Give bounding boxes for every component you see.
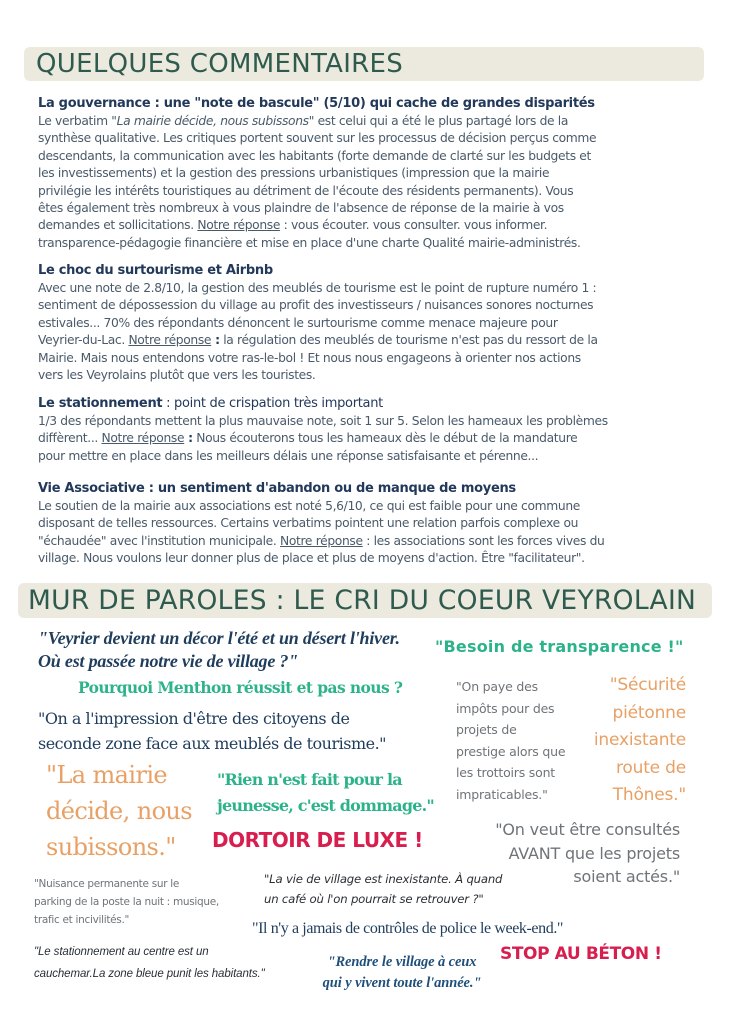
- quote-jeunesse: "Rien n'est fait pour la jeunesse, c'est dommage.": [217, 770, 434, 815]
- notre-reponse-label: Notre réponse: [197, 218, 281, 233]
- quote-rendre-le-village: "Rendre le village à ceux qui y vivent toute l'année.": [322, 954, 482, 991]
- quote-securite-pietonne: "Sécurité piétonne inexistante route de Thônes.": [593, 675, 686, 805]
- body-line: diffèrent... Notre réponse : Nous écouterons tous les hameaux dès le début de la mandature: [38, 431, 578, 446]
- quote-consultes: "On veut être consultés AVANT que les projets soient actés.": [495, 820, 680, 886]
- quote-transparence: "Besoin de transparence !": [435, 637, 684, 656]
- comment-block-vie-associative: [38, 480, 708, 568]
- body-line: Mairie. Mais nous entendons votre ras-le-bol ! Et nous nous engageons à orienter nos actions: [38, 350, 581, 365]
- quote-mairie-decide: "La mairie décide, nous subissons.": [46, 761, 192, 861]
- comment-block-gouvernance: [38, 95, 708, 252]
- body-line: demandes et sollicitations. Notre réponse : vous écouter. vous consulter. vous informer.: [38, 218, 548, 233]
- quote-nuisance-parking: "Nuisance permanente sur le parking de la poste la nuit : musique, trafic et incivilités.": [34, 878, 219, 926]
- body-line: Avec une note de 2.8/10, la gestion des meublés de tourisme est le point de rupture numéro 1 :: [38, 281, 597, 295]
- body-line: Le verbatim "La mairie décide, nous subissons" est celui qui a été le plus partagé lors de la: [38, 114, 569, 128]
- body-line: sentiment de dépossession du village au profit des investisseurs / nuisances sonores nocturnes: [38, 298, 594, 313]
- notre-reponse-label: Notre réponse: [128, 333, 212, 348]
- body-line: Le soutien de la mairie aux associations est noté 5,6/10, ce qui est faible pour une commune: [38, 499, 580, 513]
- body-line: pour mettre en place dans les meilleurs délais une réponse satisfaisante et pérenne...: [38, 448, 539, 463]
- body-line: synthèse qualitative. Les critiques portent souvent sur les processus de décision perçus comme: [38, 131, 597, 146]
- body-line: transparence-pédagogie financière et mise en place d'une charte Qualité mairie-administrés.: [38, 235, 581, 250]
- body-line: êtes également très nombreux à vous plaindre de l'absence de réponse de la mairie à vos: [38, 201, 564, 216]
- comment-block-stationnement: [38, 395, 708, 465]
- block-heading: Le stationnement : point de crispation très important: [38, 396, 383, 411]
- quote-impots: "On paye des impôts pour des projets de prestige alors que les trottoirs sont impraticables.": [456, 679, 566, 802]
- quote-menthon: Pourquoi Menthon réussit et pas nous ?: [78, 678, 403, 697]
- body-line: les investissements) et la gestion des pressions urbanistiques (impression que la mairie: [38, 166, 550, 181]
- quote-controles-police: "Il n'y a jamais de contrôles de police le week-end.": [252, 920, 564, 937]
- quote-citoyens-seconde-zone: "On a l'impression d'être des citoyens de seconde zone face aux meublés de tourisme.": [38, 709, 387, 753]
- body-line: village. Nous voulons leur donner plus de place et plus de moyens d'action. Être "facilitateur".: [38, 551, 585, 566]
- body-line: descendants, la communication avec les habitants (forte demande de clarté sur les budgets et: [38, 148, 591, 163]
- body-line: Veyrier-du-Lac. Notre réponse : la régulation des meublés de tourisme n'est pas du ressort de la: [38, 333, 598, 348]
- section-title: QUELQUES COMMENTAIRES: [36, 49, 404, 79]
- body-line: "échaudée" avec l'institution municipale. Notre réponse : les associations sont les forces vives du: [38, 533, 605, 548]
- comment-block-surtourisme: [38, 262, 708, 384]
- body-line: privilégie les intérêts touristiques au détriment de l'écoute des résidents permanents). Vous: [38, 183, 574, 198]
- notre-reponse-label: Notre réponse: [280, 533, 363, 548]
- quote-stationnement-centre: "Le stationnement au centre est un cauchemar.La zone bleue punit les habitants.": [34, 946, 265, 980]
- body-line: 1/3 des répondants mettent la plus mauvaise note, soit 1 sur 5. Selon les hameaux les problèmes: [38, 414, 608, 428]
- block-heading: Vie Associative : un sentiment d'abandon ou de manque de moyens: [38, 481, 516, 496]
- notre-reponse-label: Notre réponse: [101, 431, 185, 446]
- block-heading: Le choc du surtourisme et Airbnb: [38, 263, 273, 278]
- quote-vie-de-village: "La vie de village est inexistante. À quand un café où l'on pourrait se retrouver ?": [264, 872, 503, 906]
- section-banner-commentaires: [24, 47, 704, 81]
- section-title: MUR DE PAROLES : LE CRI DU COEUR VEYROLAIN: [28, 585, 697, 616]
- quote-dortoir-de-luxe: DORTOIR DE LUXE !: [212, 828, 423, 852]
- quote-decor-desert: "Veyrier devient un décor l'été et un désert l'hiver. Où est passée notre vie de village ?": [38, 628, 400, 671]
- body-line: disposant de telles ressources. Certains verbatims pointent une relation parfois complexe ou: [38, 516, 579, 531]
- quote-stop-au-beton: STOP AU BÉTON !: [500, 944, 662, 964]
- block-heading: La gouvernance : une "note de bascule" (5/10) qui cache de grandes disparités: [38, 96, 595, 111]
- body-line: vers les Veyrolains plutôt que vers les touristes.: [38, 368, 316, 383]
- body-line: estivales... 70% des répondants dénoncent le surtourisme comme menace majeure pour: [38, 315, 558, 330]
- section-banner-mur-de-paroles: [18, 583, 712, 618]
